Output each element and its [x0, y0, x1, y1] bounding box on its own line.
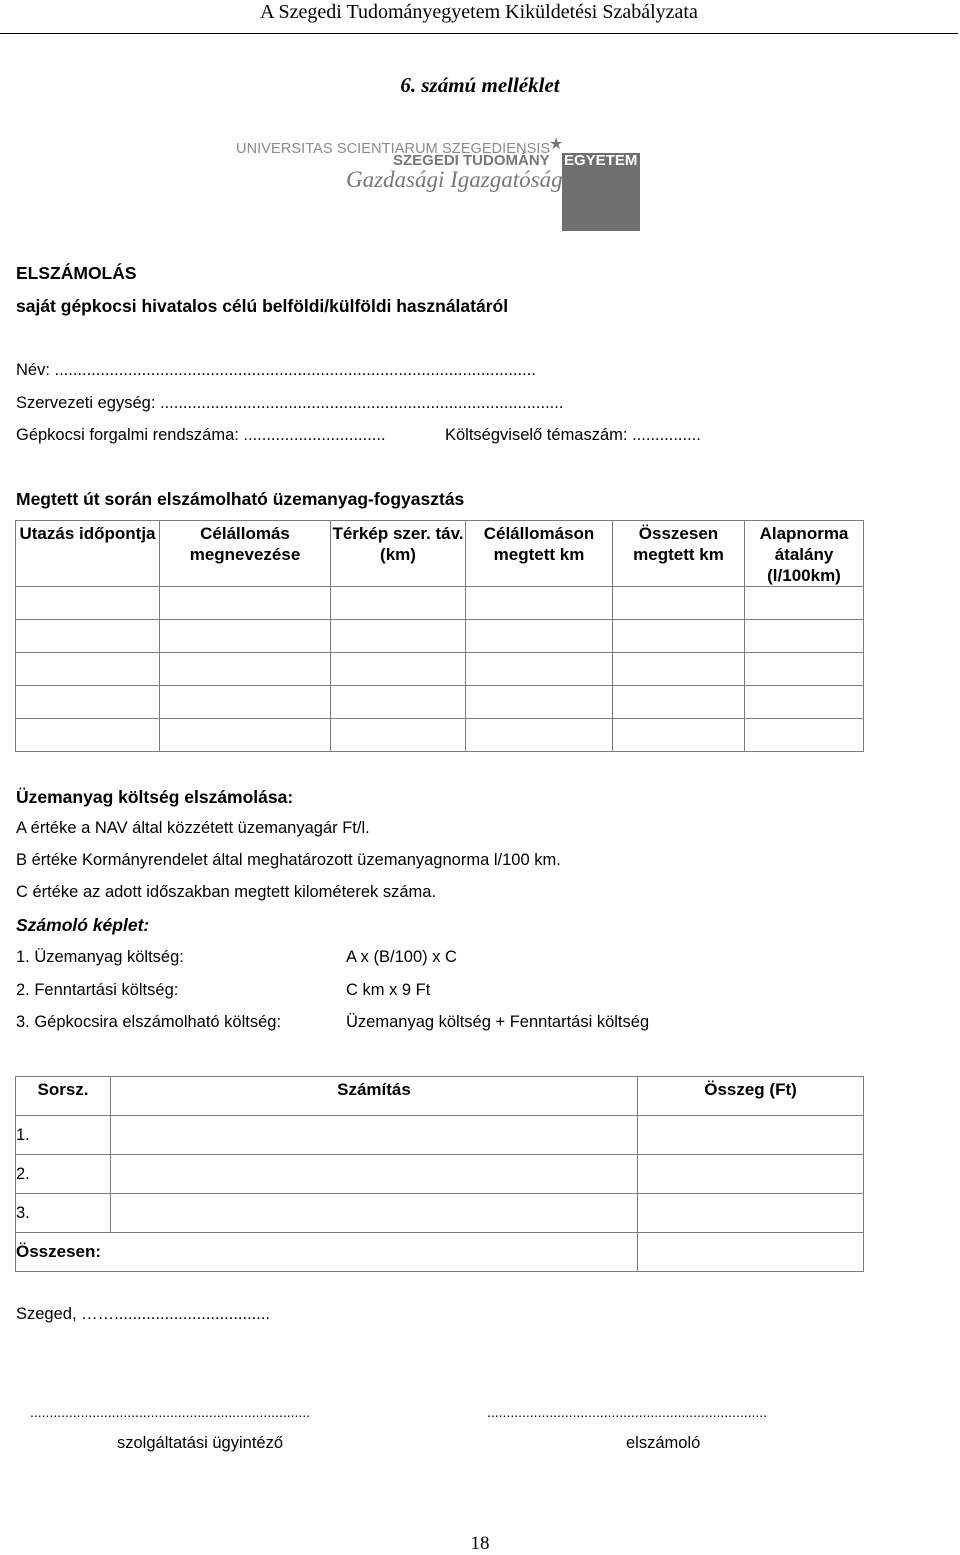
- running-header: A Szegedi Tudományegyetem Kiküldetési Szabályzata: [260, 1, 698, 23]
- table-cell[interactable]: [331, 686, 466, 719]
- table-cell[interactable]: [638, 1116, 864, 1155]
- table-cell[interactable]: [331, 587, 466, 620]
- header-map-distance: Térkép szer. táv. (km): [331, 521, 466, 587]
- table-cell[interactable]: [160, 587, 331, 620]
- signature-role-left: szolgáltatási ügyintéző: [117, 1434, 284, 1452]
- table-row: [16, 587, 864, 620]
- row-number: 2.: [16, 1155, 111, 1194]
- university-logo: [236, 134, 644, 234]
- calc-table-header-row: [16, 1077, 864, 1116]
- logo-name-part2: EGYETEM: [564, 152, 638, 169]
- license-plate-field[interactable]: Gépkocsi forgalmi rendszáma: ...............................: [16, 426, 386, 444]
- table-cell[interactable]: [16, 719, 160, 752]
- logo-department: Gazdasági Igazgatóság: [346, 167, 563, 192]
- table-row: [16, 620, 864, 653]
- signature-line-left[interactable]: ........................................................................: [30, 1404, 311, 1420]
- header-total-km: Összesen megtett km: [613, 521, 745, 587]
- table-cell[interactable]: [613, 587, 745, 620]
- table-cell[interactable]: [16, 587, 160, 620]
- table-cell[interactable]: [466, 653, 613, 686]
- table-cell[interactable]: [331, 653, 466, 686]
- table-cell[interactable]: [111, 1116, 638, 1155]
- table-cell[interactable]: [16, 653, 160, 686]
- table-cell[interactable]: [745, 587, 864, 620]
- table-row: [16, 1194, 864, 1233]
- signature-role-right: elszámoló: [626, 1434, 701, 1452]
- table-cell[interactable]: [745, 719, 864, 752]
- row-number: 3.: [16, 1194, 111, 1233]
- table-cell[interactable]: [466, 587, 613, 620]
- header-calculation: Számítás: [111, 1077, 638, 1116]
- definition-a: A értéke a NAV által közzétett üzemanyagár Ft/l.: [16, 819, 370, 837]
- table-cell[interactable]: [466, 719, 613, 752]
- table-cell[interactable]: [16, 686, 160, 719]
- formula-value: A x (B/100) x C: [346, 948, 457, 966]
- row-number: 1.: [16, 1116, 111, 1155]
- total-row: [16, 1233, 864, 1272]
- table-cell[interactable]: [331, 719, 466, 752]
- table-cell[interactable]: [613, 686, 745, 719]
- table-row: [16, 1116, 864, 1155]
- header-serial: Sorsz.: [16, 1077, 111, 1116]
- table-cell[interactable]: [613, 620, 745, 653]
- table-row: [16, 686, 864, 719]
- table-cell[interactable]: [745, 653, 864, 686]
- header-destination: Célállomás megnevezése: [160, 521, 331, 587]
- formula-label: 3. Gépkocsira elszámolható költség:: [16, 1013, 282, 1031]
- annex-title: 6. számú melléklet: [400, 73, 560, 97]
- header-km-at-destination: Célállomáson megtett km: [466, 521, 613, 587]
- table-cell[interactable]: [160, 653, 331, 686]
- table-row: [16, 719, 864, 752]
- cost-code-field[interactable]: Költségviselő témaszám: ...............: [445, 426, 701, 444]
- header-divider: [0, 33, 958, 34]
- total-amount-cell[interactable]: [638, 1233, 864, 1272]
- table-cell[interactable]: [466, 620, 613, 653]
- name-field[interactable]: Név: .........................................................................................................: [16, 361, 536, 379]
- table-cell[interactable]: [466, 686, 613, 719]
- header-amount: Összeg (Ft): [638, 1077, 864, 1116]
- trip-section-title: Megtett út során elszámolható üzemanyag-fogyasztás: [16, 489, 465, 509]
- formula-title: Számoló képlet:: [16, 915, 150, 935]
- header-travel-date: Utazás időpontja: [16, 521, 160, 587]
- trip-table-header-row: [16, 521, 864, 587]
- table-cell[interactable]: [613, 719, 745, 752]
- table-cell[interactable]: [745, 686, 864, 719]
- signature-line-right[interactable]: ........................................................................: [487, 1404, 768, 1420]
- logo-name-part1: SZEGEDI TUDOMÁNY: [393, 152, 550, 169]
- logo-latin-line: UNIVERSITAS SCIENTIARUM SZEGEDIENSIS: [236, 141, 551, 157]
- form-subtitle: saját gépkocsi hivatalos célú belföldi/külföldi használatáról: [16, 296, 509, 316]
- formula-label: 2. Fenntartási költség:: [16, 981, 179, 999]
- table-row: [16, 653, 864, 686]
- formula-value: C km x 9 Ft: [346, 981, 431, 999]
- table-cell[interactable]: [331, 620, 466, 653]
- table-cell[interactable]: [745, 620, 864, 653]
- fuel-section-title: Üzemanyag költség elszámolása:: [16, 787, 294, 807]
- formula-label: 1. Üzemanyag költség:: [16, 948, 184, 966]
- table-cell[interactable]: [160, 686, 331, 719]
- table-cell[interactable]: [111, 1155, 638, 1194]
- formula-value: Üzemanyag költség + Fenntartási költség: [346, 1013, 650, 1031]
- place-date-field[interactable]: Szeged, ……..................................: [16, 1305, 270, 1323]
- calculation-table: [15, 1076, 864, 1272]
- table-cell[interactable]: [638, 1155, 864, 1194]
- table-cell[interactable]: [160, 719, 331, 752]
- star-icon: ★: [549, 136, 564, 153]
- table-cell[interactable]: [638, 1194, 864, 1233]
- table-cell[interactable]: [16, 620, 160, 653]
- table-cell[interactable]: [160, 620, 331, 653]
- form-title: ELSZÁMOLÁS: [16, 263, 137, 283]
- trip-table: [15, 520, 864, 752]
- table-row: [16, 1155, 864, 1194]
- organization-field[interactable]: Szervezeti egység: ........................................................................................: [16, 394, 564, 412]
- definition-b: B értéke Kormányrendelet által meghatározott üzemanyagnorma l/100 km.: [16, 851, 561, 869]
- table-cell[interactable]: [111, 1194, 638, 1233]
- table-cell[interactable]: [613, 653, 745, 686]
- page-number: 18: [470, 1533, 490, 1554]
- definition-c: C értéke az adott időszakban megtett kilométerek száma.: [16, 883, 437, 901]
- total-label: Összesen:: [16, 1233, 638, 1272]
- header-base-norm: Alapnorma átalány (l/100km): [745, 521, 864, 587]
